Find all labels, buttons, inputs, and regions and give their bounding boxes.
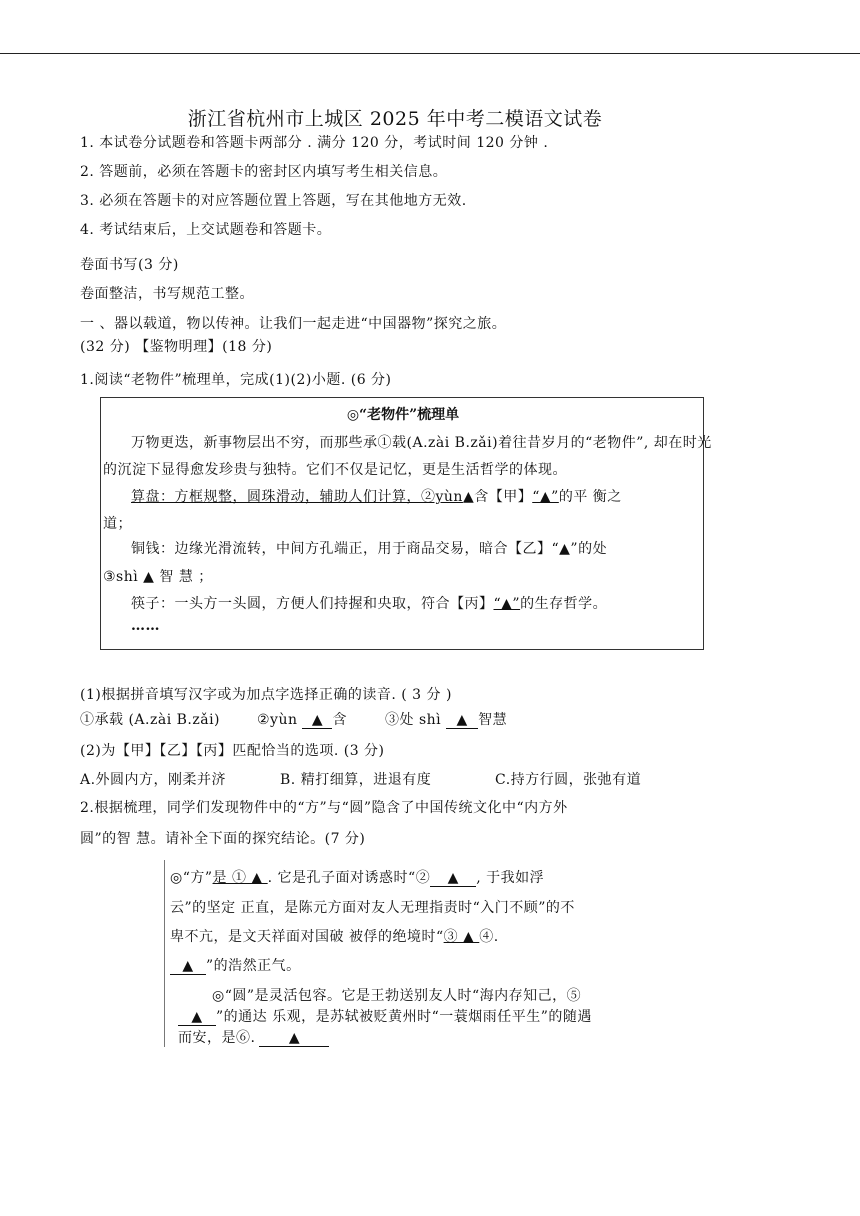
- card-item-abacus-line2: 道；: [103, 516, 132, 532]
- yuan-line2: [178, 1006, 592, 1026]
- option-a: A.外圆内方，刚柔并济: [80, 772, 227, 788]
- fang-text-cloud: , 于我如浮: [476, 870, 545, 886]
- item-c-pinyin: ③处 shì: [385, 712, 447, 728]
- option-b: B. 精打细算，进退有度: [280, 772, 432, 788]
- fang-blank-2[interactable]: ▲: [430, 870, 476, 887]
- exam-title: 浙江省杭州市上城区 2025 年中考二模语文试卷: [187, 108, 603, 130]
- card-item-chopsticks: [131, 593, 607, 613]
- fang-text-wentianxiang: 卑不亢，是文天祥面对国破 被俘的绝境时“: [170, 929, 444, 945]
- yuan-line3: [178, 1027, 329, 1047]
- item-c-suffix: 智慧: [478, 712, 508, 728]
- q1-prompt: 1.阅读“老物件”梳理单，完成(1)(2)小题. (6 分): [80, 372, 392, 388]
- item-b-pinyin: ②yùn: [257, 712, 303, 728]
- instruction-4: 4. 考试结束后，上交试题卷和答题卡。: [80, 222, 332, 238]
- option-c: C.持方行圆，张弛有道: [495, 772, 642, 788]
- q2-prompt-line2: 圆”的智 慧。请补全下面的探究结论。(7 分): [80, 831, 366, 847]
- fang-label: ◎“方”: [170, 870, 213, 886]
- chopsticks-text-a: 筷子：一头方一头圆，方便人们持握和央取，符合【丙】: [131, 596, 494, 612]
- q1-sub1-item-a: ①承载 (A.zài B.zǎi): [80, 712, 221, 728]
- card-item-coin: 铜钱：边缘光滑流转，中间方孔端正，用于商品交易，暗合【乙】“▲”的处: [131, 541, 608, 557]
- instruction-3: 3. 必须在答题卡的对应答题位置上答题，写在其他地方无效.: [80, 193, 467, 209]
- card-title: ◎“老物件”梳理单: [346, 407, 460, 423]
- chopsticks-quote-blank: “▲”: [493, 596, 521, 612]
- chopsticks-text-b: 的生存哲学。: [520, 596, 608, 612]
- abacus-text-a: ▲含【甲】: [462, 489, 533, 505]
- yuan-text-sushi: ”的通达 乐观，是苏轼被贬黄州时“一蓑烟雨任平生”的随遇: [216, 1009, 592, 1025]
- fang-blank-1[interactable]: 是 ① ▲: [212, 870, 268, 886]
- handwriting-desc: 卷面整洁，书写规范工整。: [80, 286, 254, 302]
- abacus-underlined-text: 算盘：方框规整，圆珠滑动，辅助人们计算，②yùn: [131, 489, 463, 505]
- q1-sub1-prompt: (1)根据拼音填写汉字或为加点字选择正确的读音. ( 3 分 ): [80, 687, 452, 703]
- item-b-suffix: 含: [332, 712, 347, 728]
- abacus-quote-blank: “▲”: [532, 489, 559, 505]
- abacus-text-b: 的平 衡之: [558, 489, 622, 505]
- section1-heading: 一 、器以载道，物以传神。让我们一起走进“中国器物”探究之旅。: [80, 316, 507, 332]
- fang-blank-3[interactable]: ③ ▲: [443, 929, 480, 945]
- instruction-2: 2. 答题前，必须在答题卡的密封区内填写考生相关信息。: [80, 164, 448, 180]
- fang-text-confucius: . 它是孔子面对诱惑时“②: [267, 870, 431, 886]
- header-rule: [0, 53, 860, 54]
- yuan-blank-5[interactable]: ▲: [178, 1009, 216, 1026]
- q1-sub2-prompt: (2)为【甲】【乙】【丙】匹配恰当的选项. (3 分): [80, 743, 385, 759]
- section1-score: (32 分) 【鉴物明理】(18 分): [80, 339, 273, 355]
- fang-line3: [170, 926, 499, 946]
- old-items-card: [100, 397, 712, 650]
- q1-sub1-item-c: [385, 709, 507, 729]
- yuan-text-end: 而安，是⑥.: [178, 1030, 256, 1046]
- fang-line4: [170, 955, 301, 975]
- card-ellipsis: ……: [131, 618, 160, 634]
- q2-prompt-line1: 2.根据梳理，同学们发现物件中的“方”与“圆”隐含了中国传统文化中“内方外: [80, 800, 568, 816]
- card-item-coin-line2: ③shì ▲ 智 慧 ；: [103, 569, 213, 585]
- yuan-line1: ◎“圆”是灵活包容。它是王勃送别友人时“海内存知己，⑤: [212, 988, 582, 1004]
- card-para1-line2: 的沉淀下显得愈发珍贵与独特。它们不仅是记忆，更是生活哲学的体现。: [103, 462, 567, 478]
- item-b-answer-blank[interactable]: ▲: [302, 712, 332, 729]
- answer-area-left-rule: [164, 860, 165, 1047]
- fang-blank-4[interactable]: ▲: [170, 958, 206, 975]
- q1-sub1-item-b: [257, 709, 347, 729]
- yuan-blank-6[interactable]: ▲: [259, 1030, 329, 1047]
- instruction-1: 1. 本试卷分试题卷和答题卡两部分 . 满分 120 分，考试时间 120 分钟 .: [80, 135, 549, 151]
- card-para1-line1: 万物更迭，新事物层出不穷，而那些承①载(A.zài B.zǎi)着往昔岁月的“老物件”, 却在时光: [131, 435, 712, 451]
- fang-text-end: ”的浩然正气。: [206, 958, 301, 974]
- item-c-answer-blank[interactable]: ▲: [446, 712, 478, 729]
- card-item-abacus: [131, 486, 622, 506]
- fang-blank-4-label: ④.: [479, 929, 499, 945]
- handwriting-heading: 卷面书写(3 分): [80, 257, 179, 273]
- fang-line2: 云”的坚定 正直，是陈元方面对友人无理指责时“入门不顾”的不: [170, 900, 575, 916]
- fang-line1: [170, 867, 544, 887]
